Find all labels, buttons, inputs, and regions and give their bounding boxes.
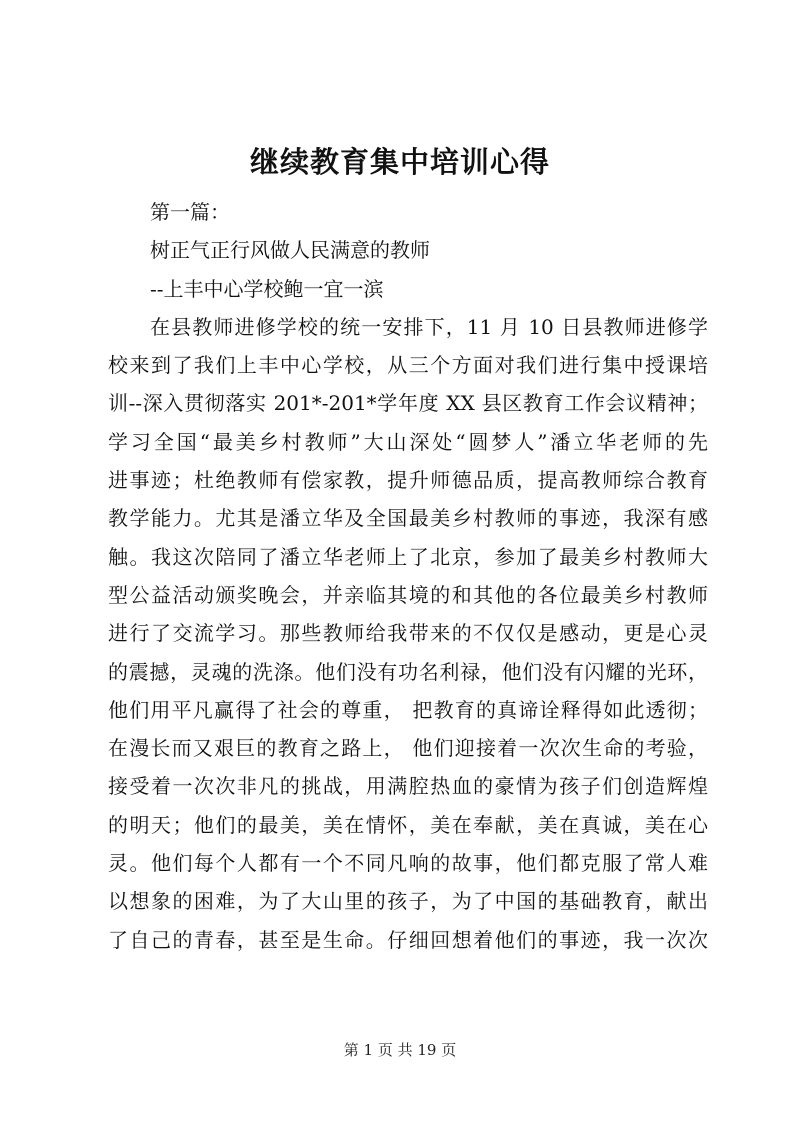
paragraph-line: 以想象的困难，为了大山里的孩子，为了中国的基础教育，献出 bbox=[108, 889, 708, 914]
paragraph-line: 进行了交流学习。那些教师给我带来的不仅仅是感动，更是心灵 bbox=[108, 621, 708, 646]
page-number-footer: 第 1 页 共 19 页 bbox=[343, 1041, 457, 1059]
paragraph-line: 学习全国“最美乡村教师”大山深处“圆梦人”潘立华老师的先 bbox=[108, 429, 708, 454]
document-body bbox=[108, 193, 708, 959]
paragraph-line: 教学能力。尤其是潘立华及全国最美乡村教师的事迹，我深有感 bbox=[108, 506, 708, 531]
paragraph-line: 接受着一次次非凡的挑战，用满腔热血的豪情为孩子们创造辉煌 bbox=[108, 774, 708, 799]
author-line: --上丰中心学校鲍一宜一滨 bbox=[150, 276, 384, 301]
paragraph-line: 触。我这次陪同了潘立华老师上了北京，参加了最美乡村教师大 bbox=[108, 544, 708, 569]
paragraph-line: 在漫长而又艰巨的教育之路上， 他们迎接着一次次生命的考验， bbox=[108, 736, 708, 761]
paragraph-line: 他们用平凡赢得了社会的尊重， 把教育的真谛诠释得如此透彻； bbox=[108, 697, 708, 722]
paragraph-line: 进事迹；杜绝教师有偿家教，提升师德品质，提高教师综合教育 bbox=[108, 468, 708, 493]
document-title: 继续教育集中培训心得 bbox=[249, 145, 550, 179]
paragraph-line: 了自己的青春，甚至是生命。仔细回想着他们的事迹，我一次次 bbox=[108, 927, 708, 952]
paragraph-line: 在县教师进修学校的统一安排下，11 月 10 日县教师进修学 bbox=[150, 314, 708, 339]
paragraph-line: 的明天；他们的最美，美在情怀，美在奉献，美在真诚，美在心 bbox=[108, 812, 708, 837]
paragraph-line: 训--深入贯彻落实 201*-201*学年度 XX 县区教育工作会议精神； bbox=[108, 391, 708, 416]
paragraph-line: 的震撼，灵魂的洗涤。他们没有功名利禄，他们没有闪耀的光环， bbox=[108, 659, 708, 684]
paragraph-line: 校来到了我们上丰中心学校，从三个方面对我们进行集中授课培 bbox=[108, 353, 708, 378]
article-subtitle: 树正气正行风做人民满意的教师 bbox=[150, 238, 430, 263]
section-label: 第一篇： bbox=[150, 200, 230, 224]
paragraph-line: 型公益活动颁奖晚会，并亲临其境的和其他的各位最美乡村教师 bbox=[108, 582, 708, 607]
paragraph-line: 灵。他们每个人都有一个不同凡响的故事，他们都克服了常人难 bbox=[108, 851, 708, 876]
